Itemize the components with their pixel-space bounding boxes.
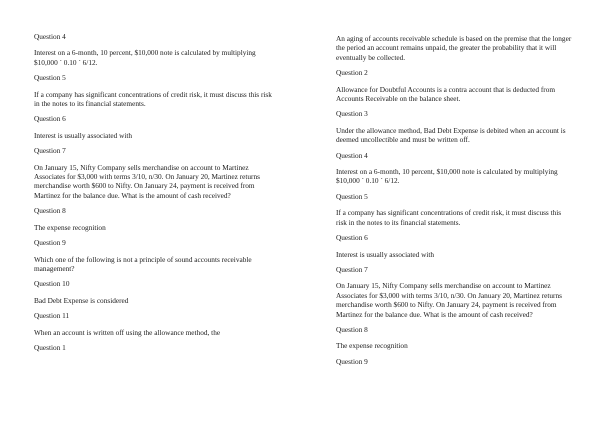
question-heading: Question 9 xyxy=(34,238,66,248)
question-block xyxy=(336,151,573,186)
question-block xyxy=(34,343,279,352)
question-text: Interest on a 6-month, 10 percent, $10,000 note is calculated by multiplying $10,000 ´ 0.10 ´ 6/12. xyxy=(34,48,256,67)
question-block xyxy=(34,73,279,108)
question-text: The expense recognition xyxy=(336,341,408,351)
question-heading: Question 6 xyxy=(336,233,368,243)
question-block xyxy=(336,192,573,227)
question-block xyxy=(336,34,573,62)
question-text: On January 15, Nifty Company sells merchandise on account to Martinez Associates for $3,000 with terms 3/10, n/30. On January 20, Martinez returns merchandise worth $600 to Nifty. On January 24, payment is received from Martinez for the balance due. What is the amount of cash received? xyxy=(336,281,562,319)
question-heading: Question 4 xyxy=(34,32,66,41)
question-heading: Question 5 xyxy=(34,73,66,83)
question-block xyxy=(34,146,279,200)
question-heading: Question 9 xyxy=(336,356,368,366)
question-heading: Question 2 xyxy=(336,68,368,78)
question-block xyxy=(34,32,279,67)
left-column xyxy=(34,32,279,359)
question-block xyxy=(336,265,573,319)
question-text: Interest on a 6-month, 10 percent, $10,000 note is calculated by multiplying $10,000 ´ 0.10 ´ 6/12. xyxy=(336,167,558,186)
question-heading: Question 7 xyxy=(34,146,66,156)
question-heading: Question 3 xyxy=(336,109,368,119)
question-heading: Question 10 xyxy=(34,279,70,289)
question-heading: Question 7 xyxy=(336,264,368,274)
question-block xyxy=(34,206,279,232)
question-text: Interest is usually associated with xyxy=(34,130,133,140)
question-text: If a company has significant concentrations of credit risk, it must discuss this risk in the notes to its financial statements. xyxy=(336,208,562,227)
question-text: Interest is usually associated with xyxy=(336,249,435,259)
question-text: On January 15, Nifty Company sells merchandise on account to Martinez Associates for $3,000 with terms 3/10, n/30. On January 20, Martinez returns merchandise worth $600 to Nifty. On January 24, payment is received from Martinez for the balance due. What is the amount of cash received? xyxy=(34,162,260,200)
question-block xyxy=(34,114,279,140)
question-heading: Question 6 xyxy=(34,114,66,124)
question-text: The expense recognition xyxy=(34,222,106,232)
question-text: Allowance for Doubtful Accounts is a contra account that is deducted from Accounts Receivable on the balance sheet. xyxy=(336,84,556,104)
question-text: Which one of the following is not a principle of sound accounts receivable management? xyxy=(34,254,252,273)
question-block xyxy=(336,233,573,259)
question-block xyxy=(336,68,573,103)
question-heading: Question 8 xyxy=(336,324,368,334)
question-heading: Question 4 xyxy=(336,150,368,160)
question-heading: Question 8 xyxy=(34,206,66,216)
question-block xyxy=(34,311,279,337)
question-block xyxy=(336,357,573,366)
question-text: If a company has significant concentrations of credit risk, it must discuss this risk in the notes to its financial statements. xyxy=(34,89,272,109)
question-text: An aging of accounts receivable schedule is based on the premise that the longer the period an account remains unpaid, the greater the probability that it will eventually be collected. xyxy=(336,34,572,62)
right-column xyxy=(336,34,573,373)
question-heading: Question 11 xyxy=(34,311,70,321)
question-text: Under the allowance method, Bad Debt Expense is debited when an account is deemed uncollectible and must be written off. xyxy=(336,125,566,145)
question-text: Bad Debt Expense is considered xyxy=(34,295,129,305)
question-block xyxy=(336,109,573,144)
question-block xyxy=(34,279,279,305)
question-heading: Question 1 xyxy=(34,342,66,352)
question-block xyxy=(336,325,573,351)
question-heading: Question 5 xyxy=(336,191,368,201)
question-block xyxy=(34,238,279,273)
question-text: When an account is written off using the allowance method, the xyxy=(34,327,221,337)
